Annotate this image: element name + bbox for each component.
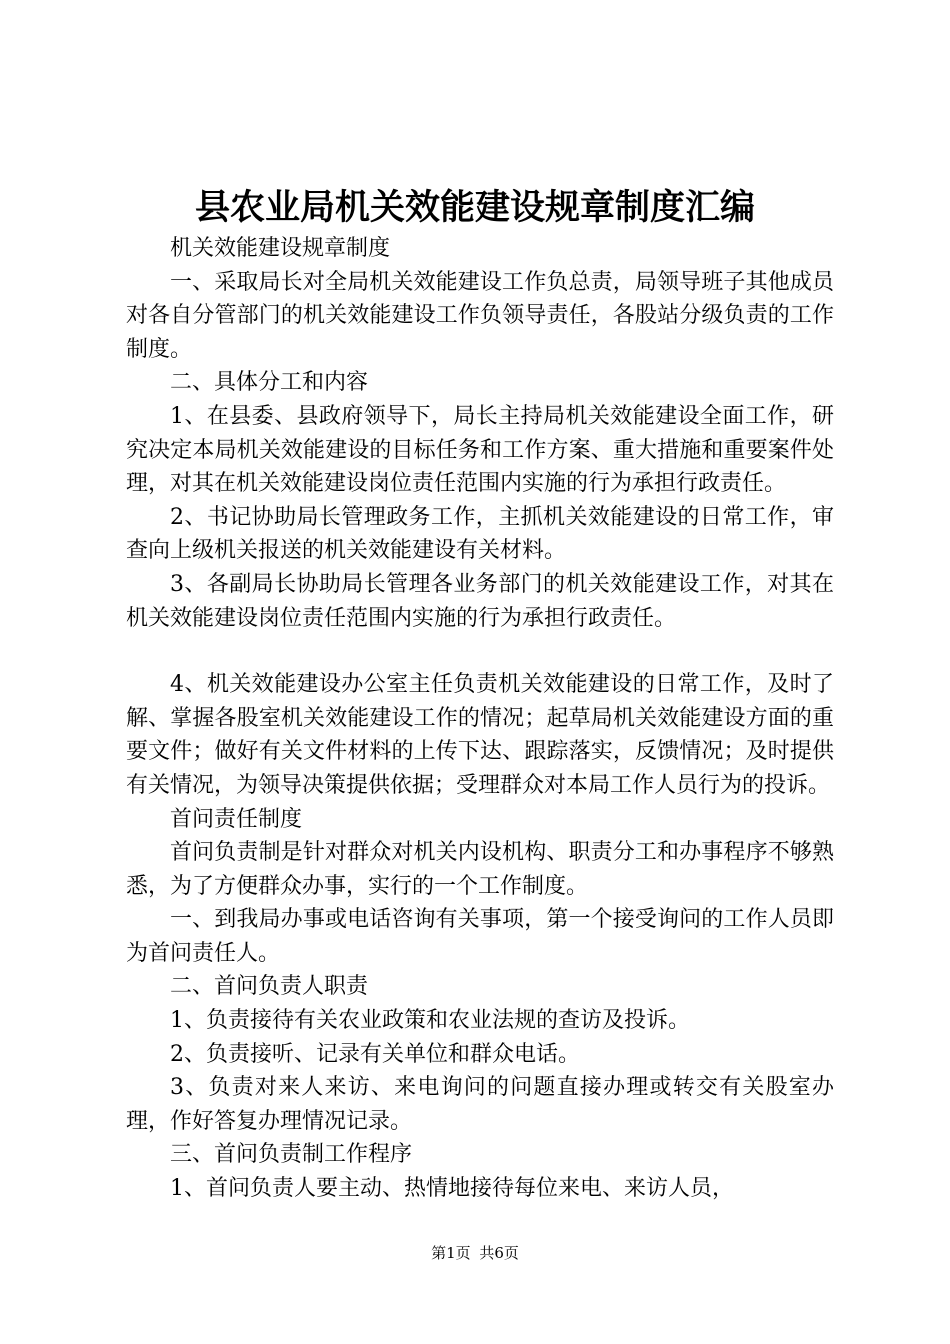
page-number-footer: 第1页 共6页 xyxy=(431,1244,519,1262)
paragraph: 一、到我局办事或电话咨询有关事项，第一个接受询问的工作人员即为首问责任人。 xyxy=(126,907,834,966)
paragraph: 2、负责接听、记录有关单位和群众电话。 xyxy=(170,1041,580,1067)
paragraph: 3、各副局长协助局长管理各业务部门的机关效能建设工作，对其在机关效能建设岗位责任范围内实施的行为承担行政责任。 xyxy=(126,571,834,631)
paragraph: 二、具体分工和内容 xyxy=(170,370,369,396)
document-title: 县农业局机关效能建设规章制度汇编 xyxy=(194,187,755,228)
paragraph: 1、首问负责人要主动、热情地接待每位来电、来访人员， xyxy=(170,1176,734,1202)
document-body xyxy=(126,232,834,1206)
paragraph: 3、负责对来人来访、来电询问的问题直接办理或转交有关股室办理，作好答复办理情况记录。 xyxy=(126,1075,834,1134)
paragraph: 一、采取局长对全局机关效能建设工作负总责，局领导班子其他成员对各自分管部门的机关效能建设工作负领导责任，各股站分级负责的工作制度。 xyxy=(126,269,834,362)
paragraph: 1、在县委、县政府领导下，局长主持局机关效能建设全面工作，研究决定本局机关效能建设的目标任务和工作方案、重大措施和重要案件处理，对其在机关效能建设岗位责任范围内实施的行为承担行政责任。 xyxy=(126,403,834,497)
paragraph: 机关效能建设规章制度 xyxy=(170,236,391,261)
paragraph: 首问责任制度 xyxy=(170,806,303,832)
paragraph: 二、首问负责人职责 xyxy=(170,974,369,1000)
paragraph: 4、机关效能建设办公室主任负责机关效能建设的日常工作，及时了解、掌握各股室机关效能建设工作的情况；起草局机关效能建设方面的重要文件；做好有关文件材料的上传下达、跟踪落实，反馈情况；及时提供有关情况，为领导决策提供依据；受理群众对本局工作人员行为的投诉。 xyxy=(126,672,834,798)
paragraph: 首问负责制是针对群众对机关内设机构、职责分工和办事程序不够熟悉，为了方便群众办事，实行的一个工作制度。 xyxy=(126,840,834,899)
paragraph: 三、首问负责制工作程序 xyxy=(170,1142,413,1168)
paragraph: 1、负责接待有关农业政策和农业法规的查访及投诉。 xyxy=(170,1008,690,1034)
paragraph: 2、书记协助局长管理政务工作，主抓机关效能建设的日常工作，审查向上级机关报送的机关效能建设有关材料。 xyxy=(126,504,834,564)
